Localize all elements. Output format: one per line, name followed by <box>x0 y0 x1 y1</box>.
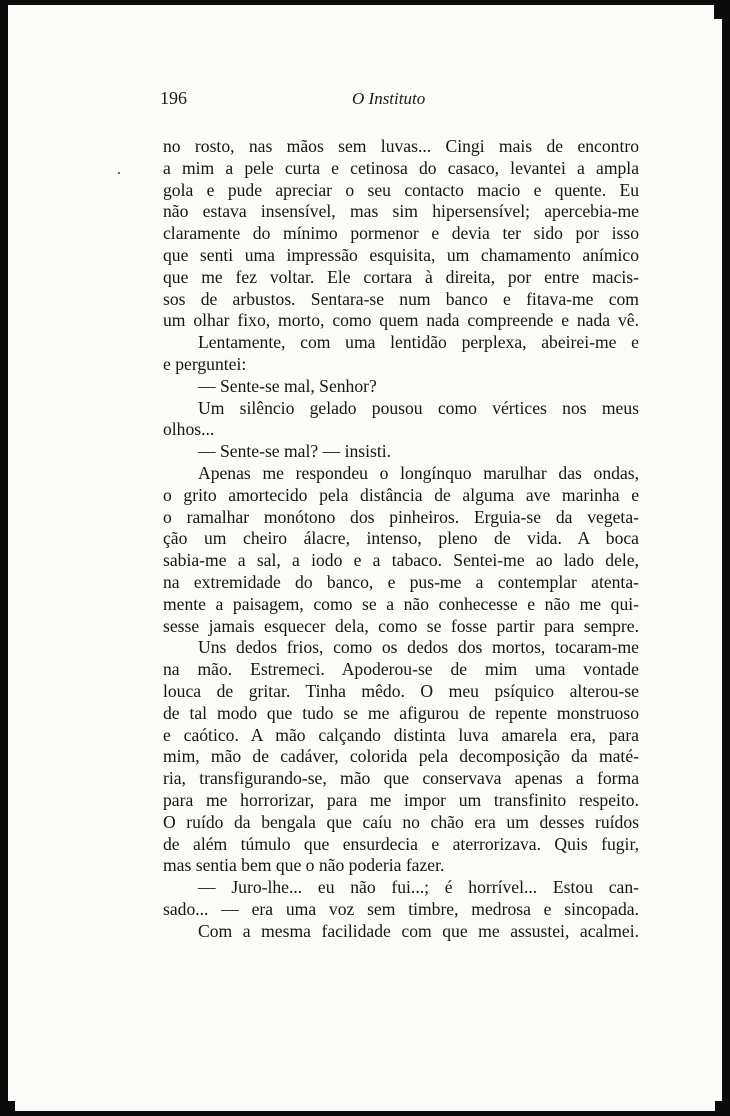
text-line: — Juro-lhe... eu não fui...; é horrível... Estou can- <box>198 877 639 898</box>
text-line: — Sente-se mal? — insisti. <box>198 441 392 462</box>
text-line: claramente do mínimo pormenor e devia ter sido por isso <box>163 223 639 244</box>
running-head <box>160 88 640 114</box>
text-line: mim, mão de cadáver, colorida pela decomposição da maté- <box>163 746 639 767</box>
text-line: Apenas me respondeu o longínquo marulhar das ondas, <box>198 462 639 483</box>
text-line: que me fez voltar. Ele cortara à direita, por entre macis- <box>163 266 639 287</box>
text-line: ção um cheiro álacre, intenso, pleno de vida. A boca <box>163 528 639 549</box>
margin-speck <box>118 172 120 174</box>
body-text <box>163 136 639 942</box>
text-line: Com a mesma facilidade com que me assustei, acalmei. <box>198 920 639 941</box>
text-line: um olhar fixo, morto, como quem nada compreende e nada vê. <box>163 310 639 331</box>
text-line: o ramalhar monótono dos pinheiros. Erguia-se da vegeta- <box>163 506 639 527</box>
text-line: mas sentia bem que o não poderia fazer. <box>163 855 445 876</box>
text-line: — Sente-se mal, Senhor? <box>198 375 377 396</box>
page-corner-bottom-right <box>715 1101 722 1111</box>
text-line: para me horrorizar, para me impor um transfinito respeito. <box>163 789 639 810</box>
text-line: louca de gritar. Tinha mêdo. O meu psíquico alterou-se <box>163 680 639 701</box>
text-line: sesse jamais esquecer dela, como se fosse partir para sempre. <box>163 615 639 636</box>
text-line: Lentamente, com uma lentidão perplexa, abeirei-me e <box>198 332 639 353</box>
text-line: na extremidade do banco, e pus-me a contemplar atenta- <box>163 571 639 592</box>
text-line: O ruído da bengala que caíu no chão era um desses ruídos <box>163 811 639 832</box>
text-line: não estava insensível, mas sim hipersensível; apercebia-me <box>163 201 639 222</box>
running-title: O Instituto <box>352 89 426 108</box>
text-line: gola e pude apreciar o seu contacto macio e quente. Eu <box>163 179 639 200</box>
page-corner-top-right <box>714 5 722 19</box>
text-line: sabia-me a sal, a iodo e a tabaco. Sentei-me ao lado dele, <box>163 550 639 571</box>
text-line: a mim a pele curta e cetinosa do casaco, levantei a ampla <box>163 157 639 178</box>
text-line: o grito amortecido pela distância de alguma ave marinha e <box>163 484 639 505</box>
text-line: que senti uma impressão esquisita, um chamamento anímico <box>163 244 639 265</box>
text-line: na mão. Estremeci. Apoderou-se de mim uma vontade <box>163 659 639 680</box>
text-line: mente a paisagem, como se a não conhecesse e não me qui- <box>163 593 639 614</box>
text-line: sos de arbustos. Sentara-se num banco e fitava-me com <box>163 288 639 309</box>
text-line: no rosto, nas mãos sem luvas... Cingi mais de encontro <box>163 136 639 156</box>
text-line: Um silêncio gelado pousou como vértices nos meus <box>198 397 639 418</box>
page-corner-bottom-left <box>8 1101 15 1111</box>
page-number: 196 <box>160 88 187 108</box>
text-line: sado... — era uma voz sem timbre, medrosa e sincopada. <box>163 898 639 919</box>
text-line: ria, transfigurando-se, mão que conservava apenas a forma <box>163 768 639 789</box>
text-line: de além túmulo que ensurdecia e aterrorizava. Quis fugir, <box>163 833 639 854</box>
text-line: de tal modo que tudo se me afigurou de repente monstruoso <box>163 702 639 723</box>
text-line: olhos... <box>163 419 215 440</box>
text-line: e perguntei: <box>163 353 247 374</box>
text-line: e caótico. A mão calçando distinta luva amarela era, para <box>163 724 639 745</box>
text-line: Uns dedos frios, como os dedos dos mortos, tocaram-me <box>198 637 639 658</box>
